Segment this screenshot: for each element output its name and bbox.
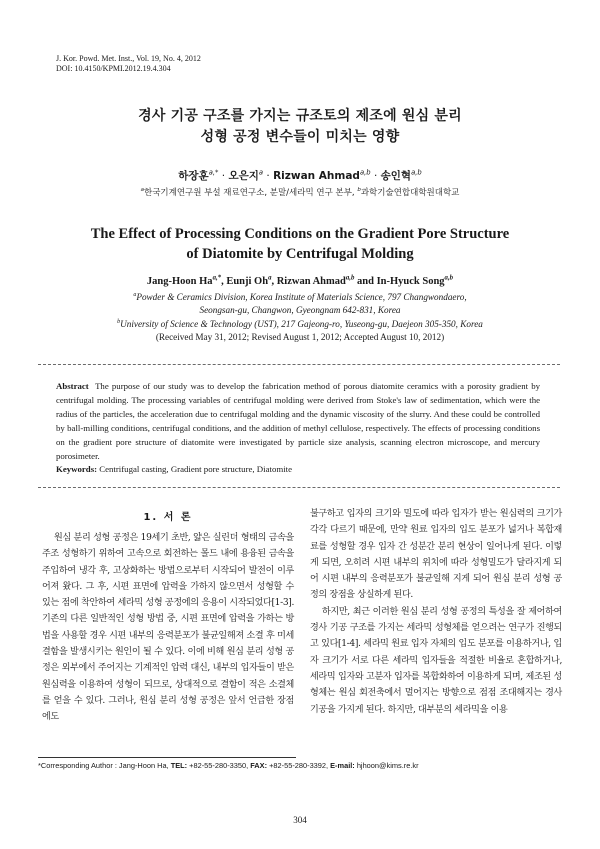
korean-author-name: 하장훈 [178, 170, 209, 182]
keywords-text: Centrifugal casting, Gradient pore structure, Diatomite [99, 464, 292, 474]
author-separator: · [370, 170, 381, 182]
english-title-line-2: of Diatomite by Centrifugal Molding [186, 246, 414, 262]
keywords [56, 464, 540, 474]
affiliation-b-line: University of Science & Technology (UST), 217 Gajeong-ro, Yuseong-gu, Daejeon 305-350, Korea [120, 319, 483, 329]
author-separator: · [218, 170, 229, 182]
abstract [56, 380, 540, 463]
author-superscript: a,b [444, 274, 454, 282]
page-number: 304 [293, 815, 307, 825]
received-dates: (Received May 31, 2012; Revised August 1, 2012; Accepted August 10, 2012) [155, 332, 445, 342]
korean-title-line-2: 성형 공정 변수들이 미치는 영향 [200, 129, 400, 145]
author-superscript: a,b [411, 168, 422, 177]
korean-author-name: 송인혁 [380, 170, 412, 182]
section-heading: 1. 서 론 [143, 512, 193, 523]
body-paragraph: 하지만, 최근 이러한 원심 분리 성형 공정의 특성을 잘 제어하여 경사 기공 구조를 가지는 세라믹 성형체를 얻으려는 연구가 진행되고 있다[1-4]. 세라믹 원료 입자 자체의 입도 분포를 이용하거나, 입자 크기가 서로 다른 세라믹 입자들을 적절한 비율로 혼합하거나, 세라믹 입자와 고분자 입자를 복합화하여 이용하게 되며, 제조된 성형체는 원심 회전축에서 멀어지는 방향으로 점점 조대해지는 경사 기공을 가지게 된다. 하지만, 대부분의 세라믹을 이용 [310, 606, 562, 715]
body-paragraph: 불구하고 입자의 크기와 밀도에 따라 입자가 받는 원심력의 크기가 각각 다르기 때문에, 만약 원료 입자의 입도 분포가 넓거나 복합재료를 성형할 경우 입자 간 성분간 분리 현상이 일어나게 된다. 이렇게 되면, 오히려 시편 내부의 위치에 따라 성형밀도가 달라지게 되어 시편 내부의 응력분포가 불균일해 지게 되어 원심 분리 성형 공정의 장점을 상실하게 된다. [310, 509, 562, 601]
email-value: hjhoon@kims.re.kr [354, 761, 419, 770]
affiliation-a-line-1: Powder & Ceramics Division, Korea Institute of Materials Science, 797 Changwondaero, [136, 292, 467, 302]
english-affiliation-a [0, 291, 600, 317]
abstract-text: The purpose of our study was to develop the fabrication method of porous diatomite ceramics with a porosity gradient by centrifugal molding. The processing variables of centrifugal molding were derived from Stoke's law of sedimentation, which were the radius of the particles, the acceleration due to centrifugal molding and the dynamic viscosity of the slurry. And these could be controlled by ball-milling conditions, centrifugal conditions, and the addition of methyl cellulose, respectively. The effects of processing conditions on the gradient pore structure of diatomite were investigated by particle size analysis, scanning electron microscope, and mercury porosimeter. [56, 381, 540, 461]
affiliation-superscript: a [133, 291, 137, 298]
affiliation-superscript: a [140, 187, 144, 194]
korean-affiliation-a: 한국기계연구원 부설 재료연구소, 분말/세라믹 연구 본부, [143, 188, 358, 198]
author-superscript: a,* [212, 274, 222, 282]
author-joiner: , [221, 276, 227, 287]
author-superscript: a,b [359, 168, 371, 177]
korean-affiliation [0, 186, 600, 198]
corresponding-author-footnote [38, 761, 419, 770]
korean-affiliation-b: 과학기술연합대학원대학교 [360, 188, 460, 198]
journal-citation [56, 54, 201, 74]
author-joiner: and [354, 276, 377, 287]
korean-author-name: Rizwan Ahmad [273, 170, 360, 182]
korean-title [0, 106, 600, 148]
affiliation-superscript: b [117, 318, 121, 325]
korean-authors [0, 168, 600, 183]
english-author-name: In-Hyuck Song [376, 276, 445, 287]
korean-author-name: 오은지 [228, 170, 259, 182]
affiliation-a-line-2: Seongsan-gu, Changwon, Gyeongnam 642-831, Korea [199, 305, 401, 315]
english-author-name: Eunji Oh [226, 276, 269, 287]
abstract-bottom-divider [38, 487, 560, 488]
fax-value: +82-55-280-3392, [267, 761, 331, 770]
author-superscript: a [268, 274, 272, 282]
english-title [0, 224, 600, 264]
english-affiliation-b [0, 318, 600, 331]
abstract-top-divider [38, 364, 560, 365]
korean-title-line-1: 경사 기공 구조를 가지는 규조토의 제조에 원심 분리 [138, 108, 462, 124]
author-superscript: a [258, 168, 264, 177]
english-authors [0, 276, 600, 287]
body-column-left [42, 530, 294, 726]
body-paragraph: 원심 분리 성형 공정은 19세기 초반, 얇은 실린더 형태의 금속을 주조 성형하기 위하여 고속으로 회전하는 몰드 내에 용융된 금속을 주입하여 냉각 후, 고상화하는 방법으로부터 시작되어 발전이 이루어져 왔다. 그 후, 시편 표면에 압력을 가하지 않으면서 성형할 수 있는 점에 착안하여 세라믹 성형 공정에의 응용이 시작되었다[1-3]. 기존의 다른 일반적인 성형 방법 중, 시편 표면에 압력을 가하는 방법을 사용할 경우 시편 내부의 응력분포가 불균일해져 소결 후 미세 결함을 발생시키는 원인이 될 수 있다. 이에 비해 원심 분리 성형 공정은 외부에서 주어지는 기계적인 압력 대신, 내부의 입자들이 받은 원심력을 이용하여 성형이 되므로, 상대적으로 결함이 적은 소결체를 얻을 수 있다. 그러나, 원심 분리 성형 공정은 앞서 언급한 장점에도 [42, 533, 294, 723]
footnote-divider [38, 757, 296, 758]
english-title-line-1: The Effect of Processing Conditions on the Gradient Pore Structure [90, 226, 510, 242]
body-column-right [310, 506, 562, 718]
english-author-name: Rizwan Ahmad [276, 276, 346, 287]
fax-label: FAX: [250, 761, 268, 770]
doi-line: DOI: 10.4150/KPMI.2012.19.4.304 [56, 64, 171, 73]
tel-label: TEL: [170, 761, 188, 770]
tel-value: +82-55-280-3350, [187, 761, 251, 770]
english-author-name: Jang-Hoon Ha [146, 276, 213, 287]
abstract-label: Abstract [56, 381, 89, 391]
author-joiner: , [271, 276, 277, 287]
journal-line: J. Kor. Powd. Met. Inst., Vol. 19, No. 4, 2012 [56, 54, 201, 63]
author-separator: · [263, 170, 274, 182]
author-superscript: a,* [208, 168, 219, 177]
email-label: E-mail: [330, 761, 355, 770]
corresponding-author-label: *Corresponding Author : Jang-Hoon Ha, [38, 761, 171, 770]
keywords-label: Keywords: [56, 464, 98, 474]
affiliation-superscript: b [357, 187, 361, 194]
author-superscript: a,b [345, 274, 355, 282]
